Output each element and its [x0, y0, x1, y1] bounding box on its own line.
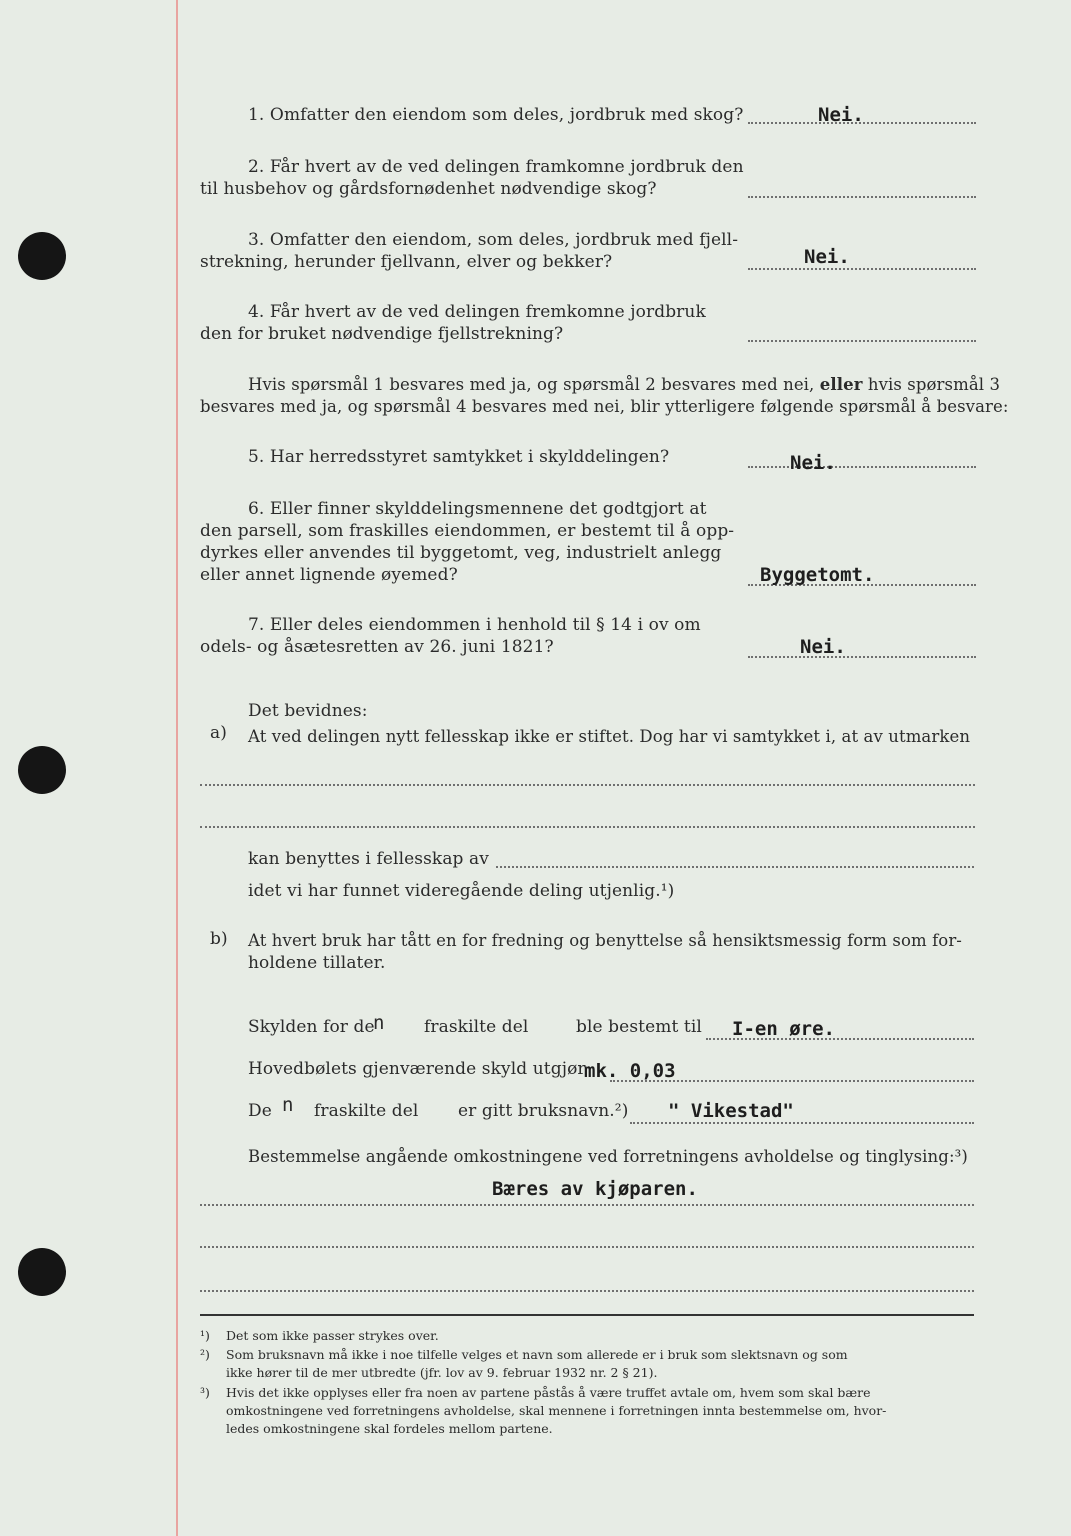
- question-6-line-4: eller annet lignende øyemed?: [200, 565, 458, 585]
- footnote-3-line-2: omkostningene ved forretningens avholdelse, skal mennene i forretningen innta bestemmelse om, hvor-: [226, 1403, 887, 1418]
- answer-1: Nei.: [818, 104, 864, 126]
- answer-3: Nei.: [804, 246, 850, 268]
- skyld-hand-n: n: [373, 1012, 385, 1034]
- footnote-1: Det som ikke passer strykes over.: [226, 1328, 439, 1343]
- punch-hole-middle: [18, 746, 66, 794]
- bruksnavn-value: " Vikestad": [668, 1100, 794, 1122]
- margin-line: [176, 0, 178, 1536]
- condition-line-2: besvares med ja, og spørsmål 4 besvares med nei, blir ytterligere følgende spørsmål å besvare:: [200, 397, 1009, 416]
- question-1: 1. Omfatter den eiendom som deles, jordbruk med skog?: [248, 105, 744, 125]
- answer-line-2: [748, 196, 976, 198]
- question-5: 5. Har herredsstyret samtykket i skylddelingen?: [248, 447, 670, 467]
- attest-b-line-2: holdene tillater.: [248, 953, 386, 973]
- footnote-3-line-3: ledes omkostningene skal fordeles mellom partene.: [226, 1421, 553, 1436]
- question-2-line-1: 2. Får hvert av de ved delingen framkomne jordbruk den: [248, 157, 744, 177]
- de-label: De: [248, 1101, 272, 1121]
- condition-text-c: hvis spørsmål 3: [867, 375, 1001, 394]
- footnote-3-mark: ³): [200, 1385, 210, 1400]
- answer-7: Nei.: [800, 636, 846, 658]
- shared-use-label: kan benyttes i fellesskap av: [248, 849, 489, 869]
- question-4-line-1: 4. Får hvert av de ved delingen fremkomne jordbruk: [248, 302, 706, 322]
- de-hand-n: n: [282, 1094, 294, 1116]
- footnote-2-line-2: ikke hører til de mer utbredte (jfr. lov av 9. februar 1932 nr. 2 § 21).: [226, 1365, 658, 1380]
- skyld-label-3: ble bestemt til: [576, 1017, 702, 1037]
- question-6-line-2: den parsell, som fraskilles eiendommen, er bestemt til å opp-: [200, 521, 735, 541]
- question-7-line-1: 7. Eller deles eiendommen i henhold til § 14 i ov om: [248, 615, 701, 635]
- best-line-3: [200, 1290, 974, 1292]
- condition-text-a: Hvis spørsmål 1 besvares med ja, og spørsmål 2 besvares med nei,: [248, 375, 815, 394]
- question-7-line-2: odels- og åsætesretten av 26. juni 1821?: [200, 637, 554, 657]
- answer-line-3: [748, 268, 976, 270]
- answer-line-4: [748, 340, 976, 342]
- answer-line-7: [748, 656, 976, 658]
- shared-use-line: [496, 866, 974, 868]
- question-3-line-1: 3. Omfatter den eiendom, som deles, jordbruk med fjell-: [248, 230, 739, 250]
- skyld-label-2: fraskilte del: [424, 1017, 529, 1037]
- skyld-value: I-en øre.: [732, 1018, 835, 1040]
- question-2-line-2: til husbehov og gårdsfornødenhet nødvendige skog?: [200, 179, 657, 199]
- skyld-label-1: Skylden for de: [248, 1017, 375, 1037]
- footnote-1-mark: ¹): [200, 1328, 210, 1343]
- footnote-2-line-1: Som bruksnavn må ikke i noe tilfelle velges et navn som allerede er i bruk som slektsnavn og som: [226, 1347, 848, 1362]
- condition-text-bold: eller: [819, 375, 863, 394]
- attest-a-line-2: [200, 826, 975, 828]
- footnote-2-mark: ²): [200, 1347, 210, 1362]
- attest-a-line-1: [200, 784, 975, 786]
- bruksnavn-line: [630, 1122, 974, 1124]
- question-3-line-2: strekning, herunder fjellvann, elver og bekker?: [200, 252, 613, 272]
- attest-b-marker: b): [210, 929, 228, 949]
- best-line-1: [200, 1204, 974, 1206]
- footnote-rule: [200, 1314, 974, 1316]
- footnote-3-line-1: Hvis det ikke opplyses eller fra noen av partene påstås å være truffet avtale om, hvem som skal bære: [226, 1385, 871, 1400]
- answer-5: Nei.: [790, 452, 836, 474]
- answer-line-5: [748, 466, 976, 468]
- best-line-2: [200, 1246, 974, 1248]
- attest-b-line-1: At hvert bruk har tått en for fredning og benyttelse så hensiktsmessig form som for-: [248, 931, 962, 950]
- punch-hole-bottom: [18, 1248, 66, 1296]
- attest-a-text: At ved delingen nytt fellesskap ikke er stiftet. Dog har vi samtykket i, at av utmarken: [248, 727, 971, 746]
- answer-6: Byggetomt.: [760, 564, 875, 586]
- question-6-line-1: 6. Eller finner skylddelingsmennene det godtgjort at: [248, 499, 707, 519]
- question-4-line-2: den for bruket nødvendige fjellstrekning?: [200, 324, 564, 344]
- best-label: Bestemmelse angående omkostningene ved forretningens avholdelse og tinglysing:³): [248, 1147, 968, 1166]
- de-label-2: fraskilte del: [314, 1101, 419, 1121]
- question-6-line-3: dyrkes eller anvendes til byggetomt, veg, industrielt anlegg: [200, 543, 722, 563]
- hoved-label: Hovedbølets gjenværende skyld utgjør: [248, 1059, 586, 1079]
- found-text: idet vi har funnet videregående deling utjenlig.¹): [248, 881, 675, 901]
- hoved-value: mk. 0,03: [584, 1060, 676, 1082]
- best-value: Bæres av kjøparen.: [492, 1178, 698, 1200]
- attest-a-marker: a): [210, 723, 227, 743]
- attest-heading: Det bevidnes:: [248, 701, 368, 721]
- de-label-3: er gitt bruksnavn.²): [458, 1101, 629, 1121]
- condition-line-1: [248, 374, 1000, 396]
- punch-hole-top: [18, 232, 66, 280]
